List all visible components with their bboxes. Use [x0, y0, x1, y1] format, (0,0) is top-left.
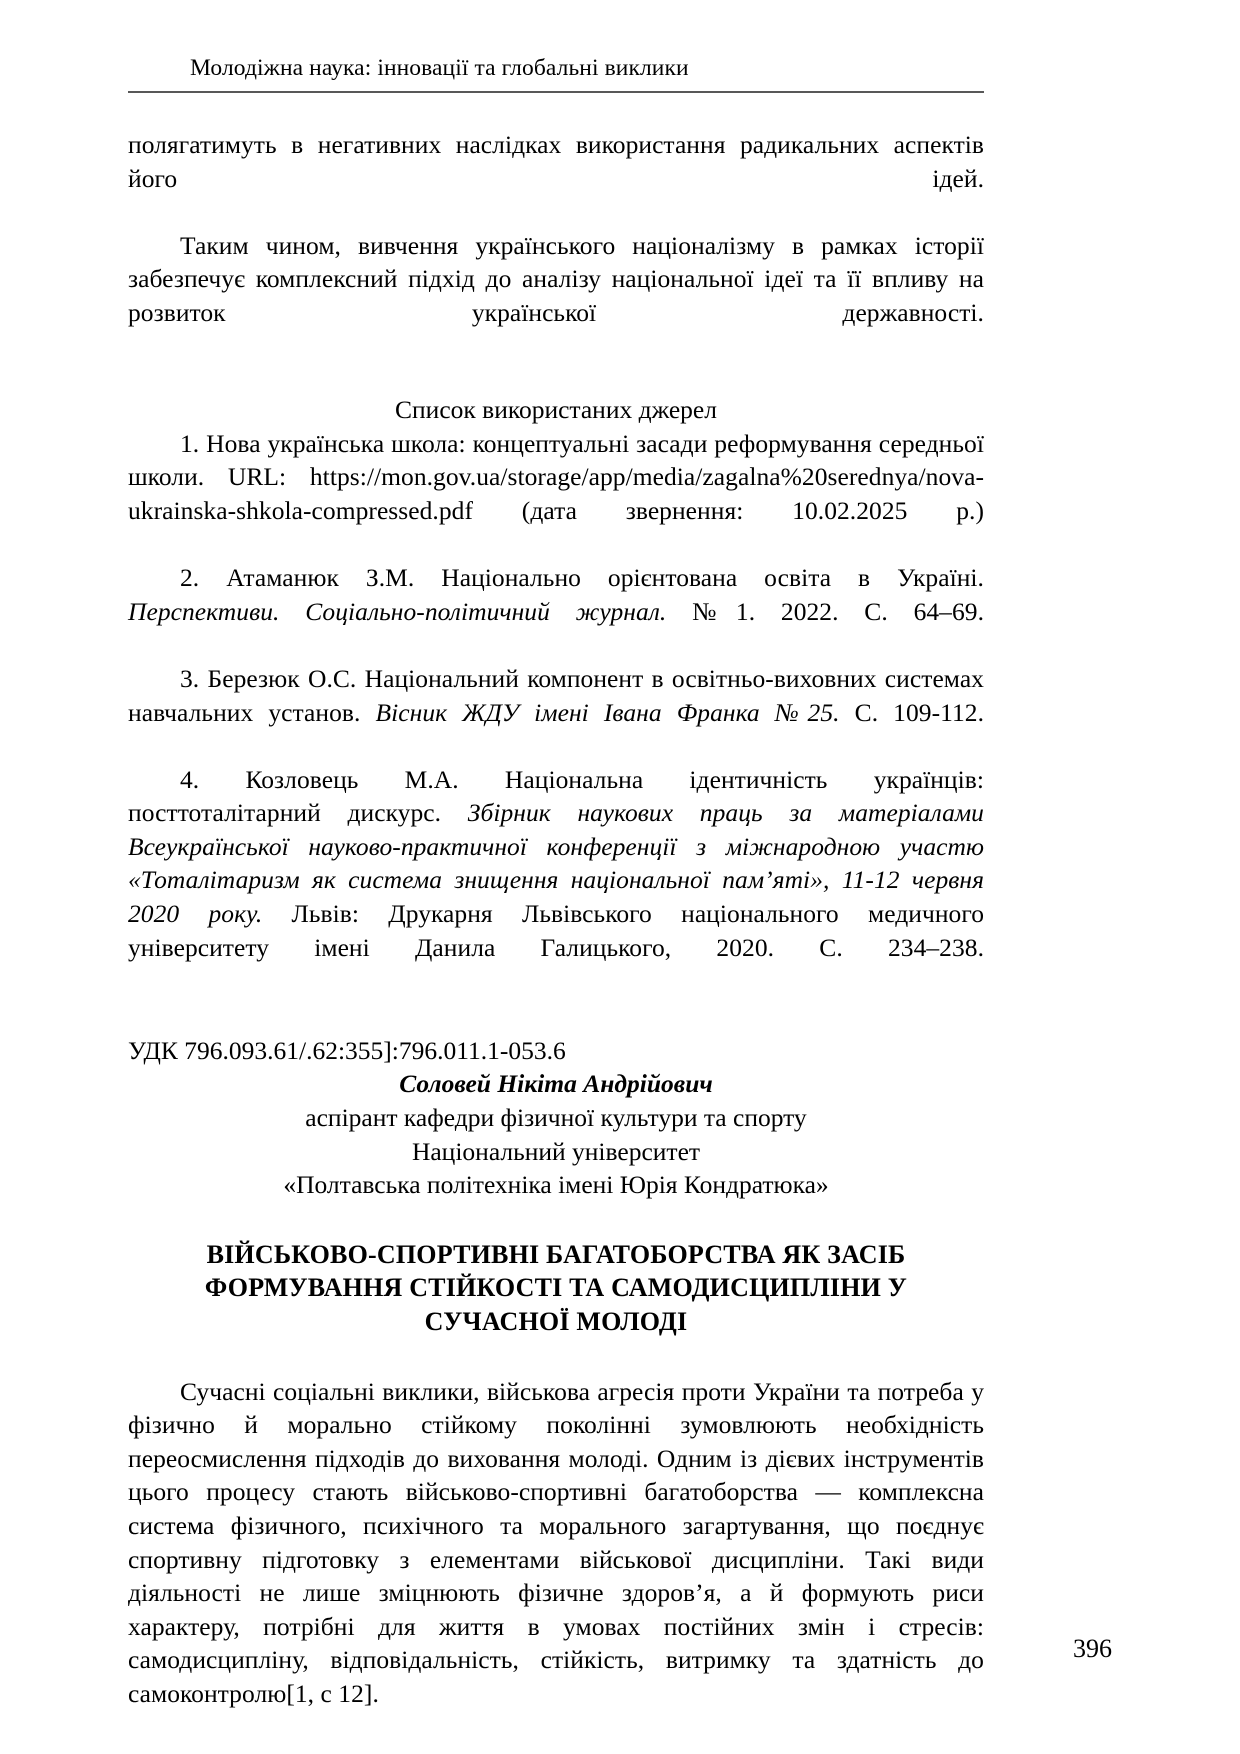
- spacer-before-references: [128, 363, 984, 393]
- article-title-line-2: ФОРМУВАННЯ СТІЙКОСТІ ТА САМОДИСЦИПЛІНИ У: [204, 1273, 908, 1303]
- running-header: [128, 54, 984, 93]
- reference-number: 1.: [180, 428, 200, 458]
- reference-source-title: Вісник ЖДУ імені Івана Франка №25.: [375, 697, 840, 727]
- article-title-line-3: СУЧАСНОЇ МОЛОДІ: [424, 1307, 688, 1336]
- udc-code: УДК 796.093.61/.62:355]:796.011.1-053.6: [128, 1035, 566, 1065]
- reference-text: Козловець М.А. Національна ідентичність українців: посттоталітарний дискурс.: [128, 764, 984, 828]
- author-position: аспірант кафедри фізичної культури та спорту: [305, 1103, 807, 1133]
- spacer-before-abstract: [128, 1339, 984, 1375]
- paragraph-conclusion: Таким чином, вивчення українського націоналізму в рамках історії забезпечує комплексний підхід до аналізу національної ідеї та її впливу на розвиток української державності.: [128, 230, 984, 327]
- reference-tail: №1. 2022. С. 64–69.: [666, 596, 984, 626]
- reference-item: [128, 662, 984, 763]
- reference-number: 4.: [180, 764, 200, 794]
- affiliation-institute: «Полтавська політехніка імені Юрія Кондратюка»: [283, 1170, 829, 1200]
- author-name: Соловей Нікіта Андрійович: [399, 1069, 713, 1099]
- content-column: [128, 128, 984, 1711]
- reference-text: Нова українська школа: концептуальні засади реформування середньої школи. URL: https://mon.gov.ua/storage/app/media/zagalna%20serednya/nova-ukrainska-shkola-compressed.pdf (дата звернення: 10.02.2025 р.): [128, 428, 984, 525]
- paragraph-continued: полягатимуть в негативних наслідках використання радикальних аспектів його ідей.: [128, 130, 984, 193]
- references-heading: Список використаних джерел: [395, 395, 717, 425]
- spacer-before-title: [128, 1202, 984, 1238]
- reference-tail: С. 109-112.: [839, 697, 985, 727]
- reference-text: Березюк О.С. Національний компонент в освітньо-виховних системах навчальних установ.: [128, 663, 984, 727]
- page-number: 396: [1073, 1634, 1112, 1663]
- reference-text: Атаманюк З.М. Національно орієнтована освіта в Україні.: [226, 563, 984, 593]
- reference-number: 2.: [180, 563, 200, 593]
- reference-number: 3.: [180, 663, 200, 693]
- running-header-title: Молодіжна наука: інновації та глобальні виклики: [190, 55, 689, 81]
- spacer-before-udc: [128, 998, 984, 1034]
- reference-source-title: Перспективи. Соціально-політичний журнал.: [128, 596, 667, 626]
- reference-item: [128, 427, 984, 561]
- reference-item: [128, 763, 984, 998]
- reference-item: [128, 561, 984, 662]
- article-title-line-1: ВІЙСЬКОВО-СПОРТИВНІ БАГАТОБОРСТВА ЯК ЗАСІБ: [206, 1239, 906, 1269]
- reference-tail: Львів: Друкарня Львівського національного медичного університету імені Данила Галицького, 2020. С. 234–238.: [128, 899, 984, 962]
- header-divider: [128, 91, 984, 93]
- reference-source-title: Збірник наукових праць за матеріалами Всеукраїнської науково-практичної конференції з міжнародною участю «Тоталітаризм як система знищення національної пам’яті», 11-12 червня 2020 року.: [128, 798, 984, 929]
- affiliation-university: Національний університет: [411, 1136, 701, 1166]
- article-abstract-paragraph: Сучасні соціальні виклики, військова агресія проти України та потреба у фізично й морально стійкому поколінні зумовлюють необхідність переосмислення підходів до виховання молоді. Одним із дієвих інструментів цього процесу стають військово-спортивні багатоборства — комплексна система фізичного, психічного та морального загартування, що поєднує спортивну підготовку з елементами військової дисципліни. Такі види діяльності не лише зміцнюють фізичне здоров’я, а й формують риси характеру, потрібні для життя в умовах постійних змін і стресів: самодисципліну, відповідальність, стійкість, витримку та здатність до самоконтролю[1, с 12].: [128, 1376, 984, 1708]
